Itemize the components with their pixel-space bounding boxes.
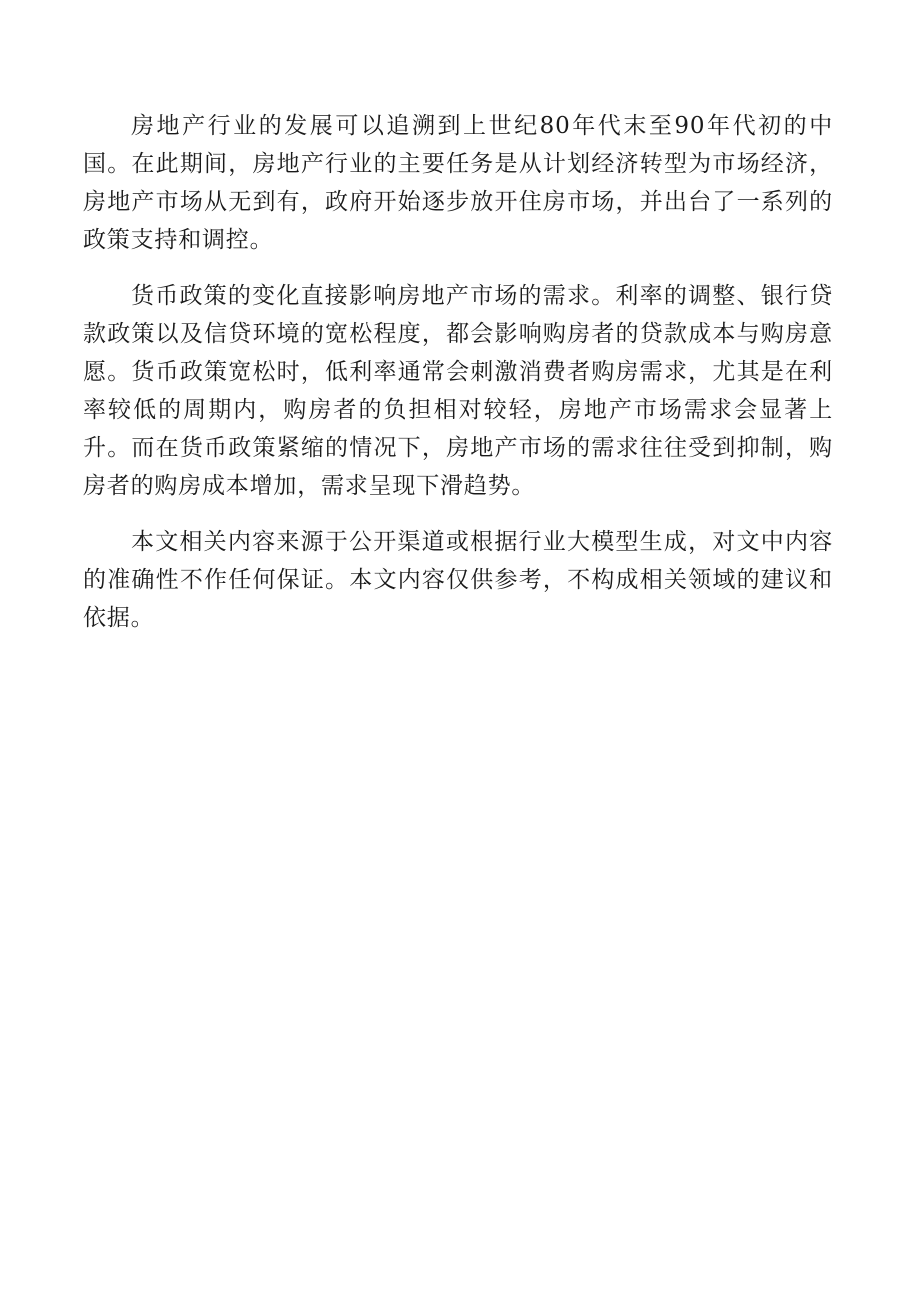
document-body: [83, 107, 833, 655]
paragraph-disclaimer: 本文相关内容来源于公开渠道或根据行业大模型生成，对文中内容的准确性不作任何保证。本文内容仅供参考，不构成相关领域的建议和依据。: [83, 529, 833, 631]
paragraph-monetary-policy: 货币政策的变化直接影响房地产市场的需求。利率的调整、银行贷款政策以及信贷环境的宽松程度，都会影响购房者的贷款成本与购房意愿。货币政策宽松时，低利率通常会刺激消费者购房需求，尤其是在利率较低的周期内，购房者的负担相对较轻，房地产市场需求会显著上升。而在货币政策紧缩的情况下，房地产市场的需求往往受到抑制，购房者的购房成本增加，需求呈现下滑趋势。: [83, 283, 833, 499]
paragraph-industry-history: 房地产行业的发展可以追溯到上世纪80年代末至90年代初的中国。在此期间，房地产行业的主要任务是从计划经济转型为市场经济，房地产市场从无到有，政府开始逐步放开住房市场，并出台了一系列的政策支持和调控。: [83, 113, 833, 253]
